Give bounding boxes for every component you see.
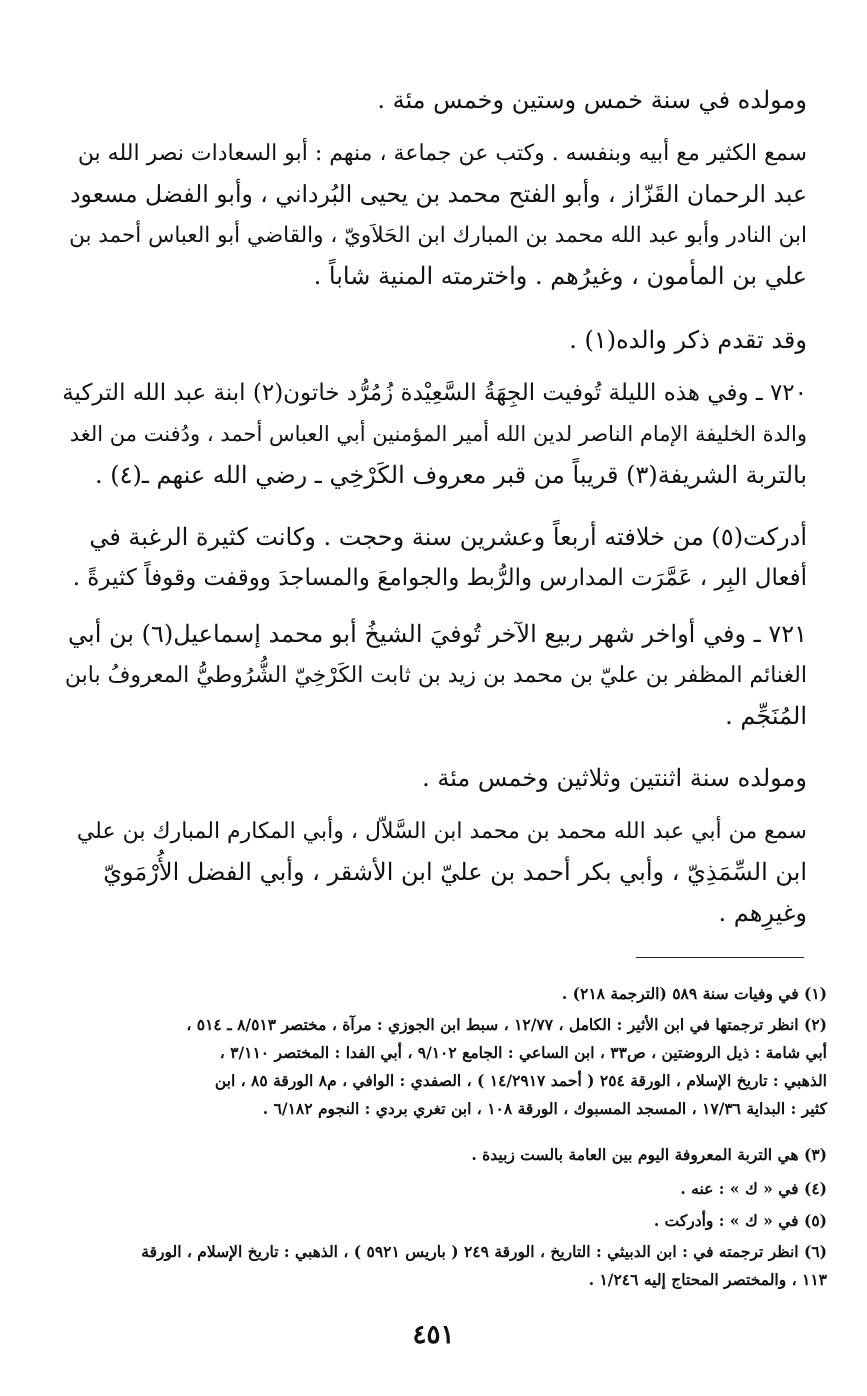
footnote-divider bbox=[636, 957, 804, 958]
text-line: علي بن المأمون ، وغيرُهم . واخترمته المنية شاباً . bbox=[313, 262, 807, 290]
text-line: بالتربة الشريفة(٣) قريباً من قبر معروف الكَرْخِي ـ رضي الله عنهم ـ(٤) . bbox=[95, 461, 807, 489]
footnote-line: ١١٣ ، والمختصر المحتاج إليه ١/٢٤٦ . bbox=[588, 1270, 827, 1289]
footnote-line: أبي شامة : ذيل الروضتين ، ص٣٣ ، ابن الساعي : الجامع ٩/١٠٢ ، أبي الفدا : المختصر ٣/١١٠ ، bbox=[219, 1043, 827, 1062]
text-line: سمع من أبي عبد الله محمد بن محمد ابن السَّلاّل ، وأبي المكارم المبارك بن علي bbox=[76, 819, 807, 844]
page-number: ٤٥١ bbox=[412, 1320, 455, 1350]
footnote-5 bbox=[27, 1207, 827, 1235]
footnote-line: (٦) انظر ترجمته في : ابن الدبيثي : التاريخ ، الورقة ٢٤٩ ( باريس ٥٩٢١ ) ، الذهبي : تاريخ الإسلام ، الورقة bbox=[141, 1242, 827, 1261]
text-line: ومولده سنة اثنتين وثلاثين وخمس مئة . bbox=[422, 764, 807, 792]
entry-720 bbox=[62, 373, 807, 496]
text-line: وغيرِهم . bbox=[718, 899, 807, 927]
text-line: والدة الخليفة الإمام الناصر لدين الله أمير المؤمنين أبي العباس أحمد ، ودُفنت من الغد bbox=[69, 422, 807, 446]
paragraph-birth-2 bbox=[62, 758, 807, 799]
text-line: أدركت(٥) من خلافته أربعاً وعشرين سنة وحجت . وكانت كثيرة الرغبة في bbox=[89, 523, 807, 551]
footnote-line: الذهبي : تاريخ الإسلام ، الورقة ٢٥٤ ( أحمد ١٤/٢٩١٧ ) ، الصفدي : الوافي ، م٨ الورقة ٨٥ ، ابن bbox=[214, 1071, 827, 1090]
footnote-line: (٢) انظر ترجمتها في ابن الأثير : الكامل ، ١٢/٧٧ ، سبط ابن الجوزي : مرآة ، مختصر ٨/٥١٣ ـ ٥١٤ ، bbox=[186, 1015, 827, 1034]
text-line: ومولده في سنة خمس وستين وخمس مئة . bbox=[377, 86, 807, 114]
text-line: ابن النادر وأبو عبد الله محمد بن المبارك ابن الحَلاَويّ ، والقاضي أبو العباس أحمد بن bbox=[69, 223, 807, 248]
paragraph-birth-1 bbox=[62, 80, 807, 121]
footnote-line: (٥) في « ك » : وأدركت . bbox=[653, 1211, 827, 1230]
paragraph-father-mention bbox=[62, 320, 807, 361]
text-line: المُنَجِّم . bbox=[725, 702, 807, 730]
footnote-4 bbox=[27, 1175, 827, 1203]
text-line: الغنائم المظفر بن عليّ بن محمد بن زيد بن ثابت الكَرْخِيّ الشُّرُوطيُّ المعروفُ بابن bbox=[64, 663, 807, 688]
text-line: ٧٢٠ ـ وفي هذه الليلة تُوفيت الجِهَةُ السَّعِيْدة زُمُرُّد خاتون(٢) ابنة عبد الله التركية bbox=[62, 380, 807, 406]
footnote-line: (١) في وفيات سنة ٥٨٩ (الترجمة ٢١٨) . bbox=[561, 984, 827, 1003]
text-line: سمع الكثير مع أبيه وبنفسه . وكتب عن جماعة ، منهم : أبو السعادات نصر الله بن bbox=[77, 141, 807, 166]
text-line: ابن السِّمَذِيّ ، وأبي بكر أحمد بن عليّ ابن الأشقر ، وأبي الفضل الأُرْمَويّ bbox=[103, 858, 807, 886]
footnote-line: (٤) في « ك » : عنه . bbox=[680, 1179, 827, 1198]
footnote-3 bbox=[27, 1141, 827, 1169]
footnote-2 bbox=[27, 1011, 827, 1123]
footnote-1 bbox=[27, 980, 827, 1008]
text-line: وقد تقدم ذكر والده(١) . bbox=[569, 326, 807, 354]
paragraph-heard-2 bbox=[62, 811, 807, 934]
paragraph-heard-1 bbox=[62, 133, 807, 297]
footnote-line: (٣) هي التربة المعروفة اليوم بين العامة بالست زبيدة . bbox=[471, 1145, 827, 1164]
text-line: ٧٢١ ـ وفي أواخر شهر ربيع الآخر تُوفيَ الشيخُ أبو محمد إسماعيل(٦) بن أبي bbox=[68, 620, 807, 648]
footnote-line: كثير : البداية ١٧/٣٦ ، المسجد المسبوك ، الورقة ١٠٨ ، ابن تغري بردي : النجوم ٦/١٨٢ . bbox=[262, 1099, 827, 1118]
footnote-6 bbox=[27, 1238, 827, 1294]
entry-721 bbox=[62, 614, 807, 737]
text-line: أفعال البِر ، عَمَّرَت المدارس والرُّبط والجوامعَ والمساجدَ ووقفت وقوفاً كثيرةً . bbox=[72, 565, 807, 591]
text-line: عبد الرحمان القَزّاز ، وأبو الفتح محمد بن يحيى البُرداني ، وأبو الفضل مسعود bbox=[70, 180, 807, 208]
paragraph-caliphate bbox=[62, 517, 807, 599]
